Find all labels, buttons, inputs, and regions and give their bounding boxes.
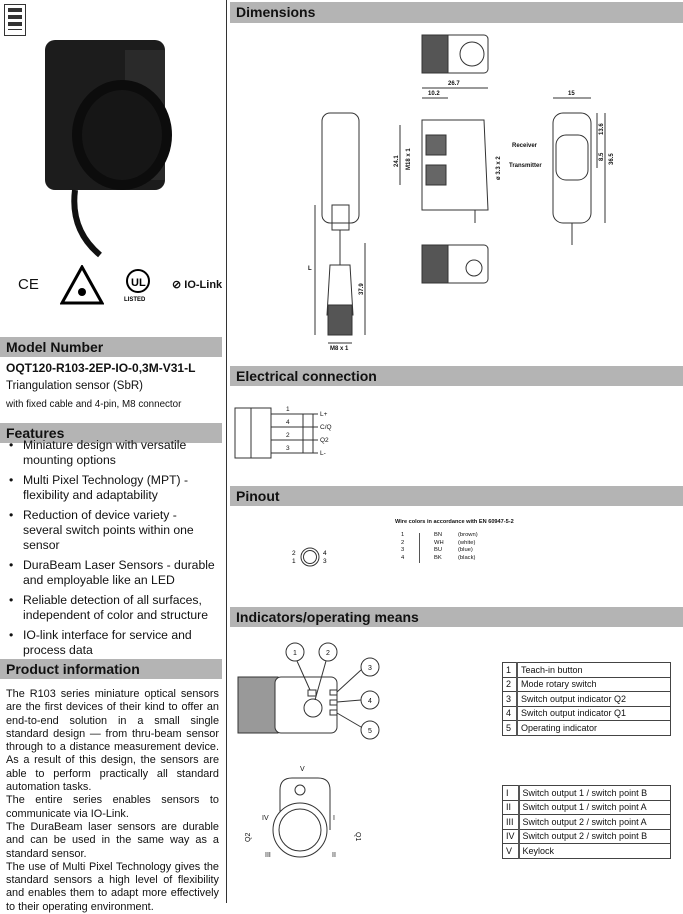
- dim-15: 15: [568, 91, 575, 97]
- io-link-logo: ⊘ IO-Link: [172, 279, 223, 291]
- wire-row: 3 BU (blue): [401, 547, 473, 553]
- table-row: 3 Switch output indicator Q2: [503, 692, 671, 707]
- ul-listed-logo: [118, 265, 158, 303]
- table-row: 4 Switch output indicator Q1: [503, 706, 671, 721]
- feature-item: • Multi Pixel Technology (MPT) - flexibility and adaptability: [6, 473, 218, 503]
- switch-label-v: V: [300, 766, 305, 773]
- dim-8-5: 8.5: [599, 152, 605, 161]
- dim-L: L: [308, 266, 312, 272]
- paragraph: The DuraBeam laser sensors are durable and can be used in the same way as a standard sensor.: [6, 820, 219, 860]
- dim-37-9: 37.9: [359, 283, 365, 295]
- doc-icon: [4, 4, 26, 36]
- product-information-header: Product information: [0, 659, 222, 679]
- wire-row: 2 WH (white): [401, 539, 476, 546]
- switch-label-ii: II: [332, 852, 336, 859]
- svg-text:UL: UL: [131, 277, 146, 289]
- product-photo: [30, 20, 200, 260]
- feature-item: • Reduction of device variety - several switch points within one sensor: [6, 508, 218, 553]
- callout-2: 2: [326, 650, 330, 657]
- dim-width-26-7: 26.7: [448, 81, 460, 87]
- signal-label: L-: [320, 450, 326, 457]
- wire-color-note: Wire colors in accordance with EN 60947-5-2: [395, 519, 514, 525]
- product-information-text: [6, 688, 219, 914]
- wire-row: 4 BK (black): [401, 554, 476, 561]
- receiver-label: Receiver: [512, 143, 538, 149]
- sensor-type: Triangulation sensor (SbR): [6, 380, 143, 392]
- pin-label: 1: [286, 406, 290, 413]
- table-row: III Switch output 2 / switch point A: [503, 815, 671, 830]
- feature-item: • Miniature design with versatile mounting options: [6, 438, 218, 468]
- features-header: Features: [0, 423, 222, 443]
- electrical-connection-header: Electrical connection: [230, 366, 683, 386]
- table-row: 5 Operating indicator: [503, 721, 671, 736]
- dim-13-6: 13.6: [599, 123, 605, 135]
- indicators-drawing: [230, 630, 380, 870]
- indicators-header: Indicators/operating means: [230, 607, 683, 627]
- q1-label: Q1: [354, 832, 361, 842]
- dim-m8: M8 x 1: [330, 346, 349, 352]
- laser-warning-icon: [60, 265, 104, 305]
- switch-label-iii: III: [265, 852, 271, 859]
- paragraph: The entire series enables sensors to communicate via IO-Link.: [6, 794, 219, 820]
- transmitter-label: Transmitter: [509, 163, 542, 169]
- feature-item: • IO-link interface for service and process data: [6, 628, 218, 658]
- model-number-header: Model Number: [0, 337, 222, 357]
- svg-text:LISTED: LISTED: [124, 297, 146, 303]
- switch-position-table: [502, 785, 671, 859]
- dim-m18: M18 x 1: [406, 148, 412, 170]
- pin-number: 3: [323, 558, 327, 565]
- pinout-header: Pinout: [230, 486, 683, 506]
- dim-10-2: 10.2: [428, 91, 440, 97]
- model-number: OQT120-R103-2EP-IO-0,3M-V31-L: [6, 361, 196, 375]
- ce-mark: CE: [18, 276, 39, 293]
- dim-36-5: 36.5: [609, 153, 615, 165]
- feature-item: • Reliable detection of all surfaces, independent of color and structure: [6, 593, 218, 623]
- table-row: II Switch output 1 / switch point A: [503, 800, 671, 815]
- pin-label: 3: [286, 445, 290, 452]
- dim-24-1: 24.1: [394, 155, 400, 167]
- table-row: IV Switch output 2 / switch point B: [503, 829, 671, 844]
- table-row: V Keylock: [503, 844, 671, 859]
- table-row: 2 Mode rotary switch: [503, 677, 671, 692]
- callout-5: 5: [368, 728, 372, 735]
- pin-number: 2: [292, 550, 296, 557]
- callout-4: 4: [368, 698, 372, 705]
- indicator-legend-table: [502, 662, 671, 736]
- wire-color-table: [401, 532, 478, 562]
- callout-1: 1: [293, 650, 297, 657]
- sensor-description: with fixed cable and 4-pin, M8 connector: [6, 399, 182, 410]
- dim-hole: ø 3.3 x 2: [496, 156, 502, 180]
- table-row: 1 Teach-in button: [503, 663, 671, 678]
- pin-label: 2: [286, 432, 290, 439]
- switch-label-i: I: [333, 815, 335, 822]
- column-divider: [226, 0, 227, 903]
- signal-label: C/Q: [320, 424, 332, 431]
- dimensions-drawing: [230, 25, 683, 355]
- q2-label: Q2: [245, 832, 252, 842]
- m8-connector-pinout: [288, 545, 333, 570]
- pin-label: 4: [286, 419, 290, 426]
- paragraph: The R103 series miniature optical sensors are the first devices of their kind to offer an end-to-end solution in a small single standard design — from thru-beam sensor through to a distance measurement device. As a result of this design, the sensors are able to perform practically all standard automation tasks.: [6, 688, 219, 794]
- features-list: [6, 438, 218, 663]
- signal-label: L+: [320, 411, 328, 418]
- signal-label: Q2: [320, 437, 329, 444]
- wiring-diagram: [233, 400, 353, 465]
- dimensions-header: Dimensions: [230, 2, 683, 23]
- pin-number: 4: [323, 550, 327, 557]
- paragraph: The use of Multi Pixel Technology gives the standard sensors a high level of flexibility and enables them to adapt more effectively to their operating environment.: [6, 860, 219, 913]
- feature-item: • DuraBeam Laser Sensors - durable and employable like an LED: [6, 558, 218, 588]
- callout-3: 3: [368, 665, 372, 672]
- wire-row: 1 BN (brown): [401, 532, 478, 538]
- pin-number: 1: [292, 558, 296, 565]
- table-row: I Switch output 1 / switch point B: [503, 786, 671, 801]
- switch-label-iv: IV: [262, 815, 269, 822]
